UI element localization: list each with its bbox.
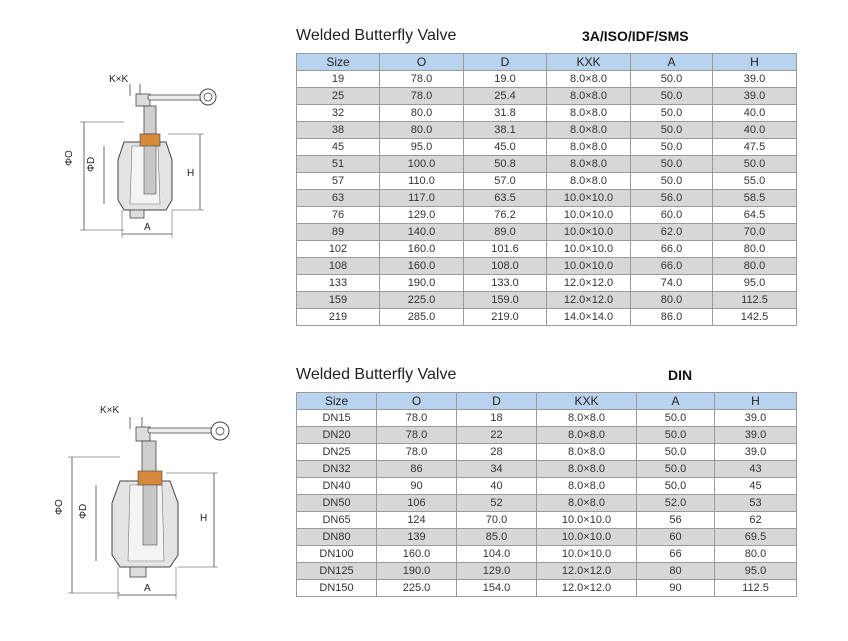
table-cell: 39.0 <box>715 427 797 444</box>
table-cell: 129.0 <box>457 563 537 580</box>
table-cell: 50.0 <box>631 173 713 190</box>
kk-label: K×K <box>100 405 120 416</box>
table-cell: 104.0 <box>457 546 537 563</box>
table-row <box>297 512 797 529</box>
section1-title: Welded Butterfly Valve <box>296 27 457 44</box>
table-cell: 10.0×10.0 <box>547 207 631 224</box>
table-cell: 8.0×8.0 <box>537 410 637 427</box>
table-cell: 139 <box>377 529 457 546</box>
table-cell: 74.0 <box>631 275 713 292</box>
table-cell: DN125 <box>297 563 377 580</box>
table-cell: 112.5 <box>715 580 797 597</box>
table-cell: 86.0 <box>631 309 713 326</box>
table-cell: DN80 <box>297 529 377 546</box>
section1-standard: 3A/ISO/IDF/SMS <box>582 28 689 44</box>
valve-drawing <box>50 395 260 605</box>
table-cell: DN15 <box>297 410 377 427</box>
table-cell: 19 <box>297 71 380 88</box>
table-cell: 52 <box>457 495 537 512</box>
table-cell: 57.0 <box>464 173 547 190</box>
table-cell: 8.0×8.0 <box>537 478 637 495</box>
table-row <box>297 156 797 173</box>
table-cell: 64.5 <box>713 207 797 224</box>
table-cell: 8.0×8.0 <box>537 427 637 444</box>
table-cell: 225.0 <box>380 292 464 309</box>
table-cell: 76 <box>297 207 380 224</box>
table-cell: 78.0 <box>380 88 464 105</box>
table-cell: 8.0×8.0 <box>547 139 631 156</box>
table-cell: 140.0 <box>380 224 464 241</box>
spec-table-din <box>296 392 797 597</box>
table-cell: 45 <box>715 478 797 495</box>
table-cell: 108 <box>297 258 380 275</box>
column-header: D <box>464 54 547 71</box>
table-cell: 38 <box>297 122 380 139</box>
table-cell: 124 <box>377 512 457 529</box>
table-cell: 50.0 <box>713 156 797 173</box>
table-cell: 58.5 <box>713 190 797 207</box>
table-row <box>297 190 797 207</box>
spec-table-3a <box>296 53 797 326</box>
table-cell: 100.0 <box>380 156 464 173</box>
table-cell: 50.0 <box>637 444 715 461</box>
table-cell: 56.0 <box>631 190 713 207</box>
section2-standard: DIN <box>668 367 693 383</box>
table-cell: 40.0 <box>713 122 797 139</box>
table-cell: 133.0 <box>464 275 547 292</box>
table-cell: 62 <box>715 512 797 529</box>
table-cell: 10.0×10.0 <box>537 512 637 529</box>
table-cell: DN150 <box>297 580 377 597</box>
table-row <box>297 207 797 224</box>
table-cell: DN25 <box>297 444 377 461</box>
table-header-row <box>297 393 797 410</box>
valve-drawing <box>60 60 260 240</box>
column-header: O <box>377 393 457 410</box>
table-cell: 101.6 <box>464 241 547 258</box>
table-cell: 12.0×12.0 <box>547 275 631 292</box>
a-label: A <box>144 222 151 233</box>
table-cell: 95.0 <box>715 563 797 580</box>
table-cell: 45 <box>297 139 380 156</box>
table-cell: 66 <box>637 546 715 563</box>
table-cell: 56 <box>637 512 715 529</box>
table-row <box>297 563 797 580</box>
table-cell: 78.0 <box>377 427 457 444</box>
column-header: A <box>631 54 713 71</box>
table-cell: 160.0 <box>380 258 464 275</box>
table-cell: 80 <box>637 563 715 580</box>
table-cell: 129.0 <box>380 207 464 224</box>
table-cell: 22 <box>457 427 537 444</box>
table-row <box>297 275 797 292</box>
table-cell: 25 <box>297 88 380 105</box>
table-cell: 219 <box>297 309 380 326</box>
table-header-row <box>297 54 797 71</box>
column-header: Size <box>297 393 377 410</box>
table-cell: 78.0 <box>377 444 457 461</box>
table-cell: 69.5 <box>715 529 797 546</box>
table-cell: 50.0 <box>637 461 715 478</box>
table-cell: 57 <box>297 173 380 190</box>
table-cell: 12.0×12.0 <box>547 292 631 309</box>
column-header: O <box>380 54 464 71</box>
table-cell: 76.2 <box>464 207 547 224</box>
table-cell: 159.0 <box>464 292 547 309</box>
table-cell: 40 <box>457 478 537 495</box>
column-header: Size <box>297 54 380 71</box>
table-cell: 142.5 <box>713 309 797 326</box>
table-cell: 50.8 <box>464 156 547 173</box>
table-cell: 95.0 <box>713 275 797 292</box>
table-cell: 8.0×8.0 <box>537 444 637 461</box>
table-row <box>297 529 797 546</box>
table-cell: DN100 <box>297 546 377 563</box>
table-cell: 80.0 <box>380 122 464 139</box>
column-header: KXK <box>537 393 637 410</box>
table-row <box>297 478 797 495</box>
table-cell: 106 <box>377 495 457 512</box>
column-header: KXK <box>547 54 631 71</box>
column-header: H <box>713 54 797 71</box>
table-cell: 50.0 <box>631 139 713 156</box>
table-cell: 28 <box>457 444 537 461</box>
table-cell: 53 <box>715 495 797 512</box>
table-row <box>297 580 797 597</box>
table-cell: 12.0×12.0 <box>537 563 637 580</box>
table-cell: 110.0 <box>380 173 464 190</box>
h-label: H <box>187 168 195 179</box>
table-cell: 90 <box>377 478 457 495</box>
table-cell: 39.0 <box>715 444 797 461</box>
table-cell: 32 <box>297 105 380 122</box>
table-cell: 160.0 <box>380 241 464 258</box>
table-row <box>297 546 797 563</box>
table-cell: 50.0 <box>631 88 713 105</box>
table-row <box>297 444 797 461</box>
table-cell: 10.0×10.0 <box>547 190 631 207</box>
table-row <box>297 88 797 105</box>
table-row <box>297 292 797 309</box>
od-label: ΦO <box>64 150 75 166</box>
table-cell: 39.0 <box>713 71 797 88</box>
table-cell: 70.0 <box>713 224 797 241</box>
table-cell: 63.5 <box>464 190 547 207</box>
table-cell: 52.0 <box>637 495 715 512</box>
d-label: ΦD <box>78 503 89 519</box>
table-cell: 55.0 <box>713 173 797 190</box>
table-cell: DN32 <box>297 461 377 478</box>
table-cell: 80.0 <box>713 241 797 258</box>
table-cell: DN50 <box>297 495 377 512</box>
table-cell: 80.0 <box>713 258 797 275</box>
table-cell: 60.0 <box>631 207 713 224</box>
valve-diagram-3a <box>60 60 260 240</box>
table-cell: 50.0 <box>637 410 715 427</box>
table-cell: 190.0 <box>377 563 457 580</box>
table-cell: 10.0×10.0 <box>537 546 637 563</box>
table-cell: 12.0×12.0 <box>537 580 637 597</box>
table-cell: 159 <box>297 292 380 309</box>
table-cell: 8.0×8.0 <box>537 495 637 512</box>
column-header: H <box>715 393 797 410</box>
table-row <box>297 410 797 427</box>
d-label: ΦD <box>86 156 97 172</box>
section2-title: Welded Butterfly Valve <box>296 366 457 383</box>
table-cell: 85.0 <box>457 529 537 546</box>
table-row <box>297 309 797 326</box>
table-cell: 10.0×10.0 <box>537 529 637 546</box>
table-row <box>297 427 797 444</box>
table-cell: 62.0 <box>631 224 713 241</box>
table-cell: 117.0 <box>380 190 464 207</box>
table-cell: 86 <box>377 461 457 478</box>
table-cell: 10.0×10.0 <box>547 258 631 275</box>
table-cell: 112.5 <box>713 292 797 309</box>
table-cell: 89 <box>297 224 380 241</box>
valve-diagram-din <box>50 395 260 605</box>
a-label: A <box>144 583 151 594</box>
kk-label: K×K <box>109 74 129 85</box>
table-cell: 8.0×8.0 <box>547 173 631 190</box>
table-row <box>297 71 797 88</box>
table-cell: 8.0×8.0 <box>547 88 631 105</box>
table-cell: 50.0 <box>637 427 715 444</box>
column-header: D <box>457 393 537 410</box>
table-cell: 39.0 <box>715 410 797 427</box>
table-cell: 63 <box>297 190 380 207</box>
table-cell: 25.4 <box>464 88 547 105</box>
table-cell: 18 <box>457 410 537 427</box>
table-cell: DN40 <box>297 478 377 495</box>
table-cell: 102 <box>297 241 380 258</box>
table-cell: 8.0×8.0 <box>547 156 631 173</box>
table-cell: 14.0×14.0 <box>547 309 631 326</box>
table-row <box>297 258 797 275</box>
table-cell: 50.0 <box>631 105 713 122</box>
table-cell: 66.0 <box>631 241 713 258</box>
od-label: ΦO <box>54 499 65 515</box>
table-cell: 60 <box>637 529 715 546</box>
table-row <box>297 173 797 190</box>
table-cell: 80.0 <box>631 292 713 309</box>
table-cell: 50.0 <box>631 156 713 173</box>
table-cell: 8.0×8.0 <box>547 105 631 122</box>
table-cell: 50.0 <box>631 71 713 88</box>
table-cell: 154.0 <box>457 580 537 597</box>
table-cell: 78.0 <box>380 71 464 88</box>
table-row <box>297 241 797 258</box>
table-cell: 40.0 <box>713 105 797 122</box>
column-header: A <box>637 393 715 410</box>
table-cell: 45.0 <box>464 139 547 156</box>
table-cell: 80.0 <box>715 546 797 563</box>
table-row <box>297 495 797 512</box>
table-cell: 89.0 <box>464 224 547 241</box>
h-label: H <box>200 513 208 524</box>
table-cell: 78.0 <box>377 410 457 427</box>
table-row <box>297 461 797 478</box>
table-cell: 10.0×10.0 <box>547 241 631 258</box>
table-cell: 19.0 <box>464 71 547 88</box>
table-cell: 225.0 <box>377 580 457 597</box>
table-cell: 50.0 <box>637 478 715 495</box>
table-cell: 90 <box>637 580 715 597</box>
table-row <box>297 105 797 122</box>
table-cell: 34 <box>457 461 537 478</box>
table-cell: 8.0×8.0 <box>537 461 637 478</box>
table-cell: 47.5 <box>713 139 797 156</box>
table-cell: DN65 <box>297 512 377 529</box>
table-cell: 133 <box>297 275 380 292</box>
table-cell: 10.0×10.0 <box>547 224 631 241</box>
table-cell: 50.0 <box>631 122 713 139</box>
table-cell: 70.0 <box>457 512 537 529</box>
table-cell: 39.0 <box>713 88 797 105</box>
table-cell: 190.0 <box>380 275 464 292</box>
table-cell: 108.0 <box>464 258 547 275</box>
table-cell: 219.0 <box>464 309 547 326</box>
table-cell: 80.0 <box>380 105 464 122</box>
table-cell: 8.0×8.0 <box>547 122 631 139</box>
table-row <box>297 139 797 156</box>
table-cell: 51 <box>297 156 380 173</box>
table-cell: 38.1 <box>464 122 547 139</box>
table-cell: 95.0 <box>380 139 464 156</box>
table-row <box>297 224 797 241</box>
table-cell: 43 <box>715 461 797 478</box>
table-cell: 285.0 <box>380 309 464 326</box>
table-cell: DN20 <box>297 427 377 444</box>
table-cell: 66.0 <box>631 258 713 275</box>
table-cell: 160.0 <box>377 546 457 563</box>
table-cell: 31.8 <box>464 105 547 122</box>
table-row <box>297 122 797 139</box>
table-cell: 8.0×8.0 <box>547 71 631 88</box>
